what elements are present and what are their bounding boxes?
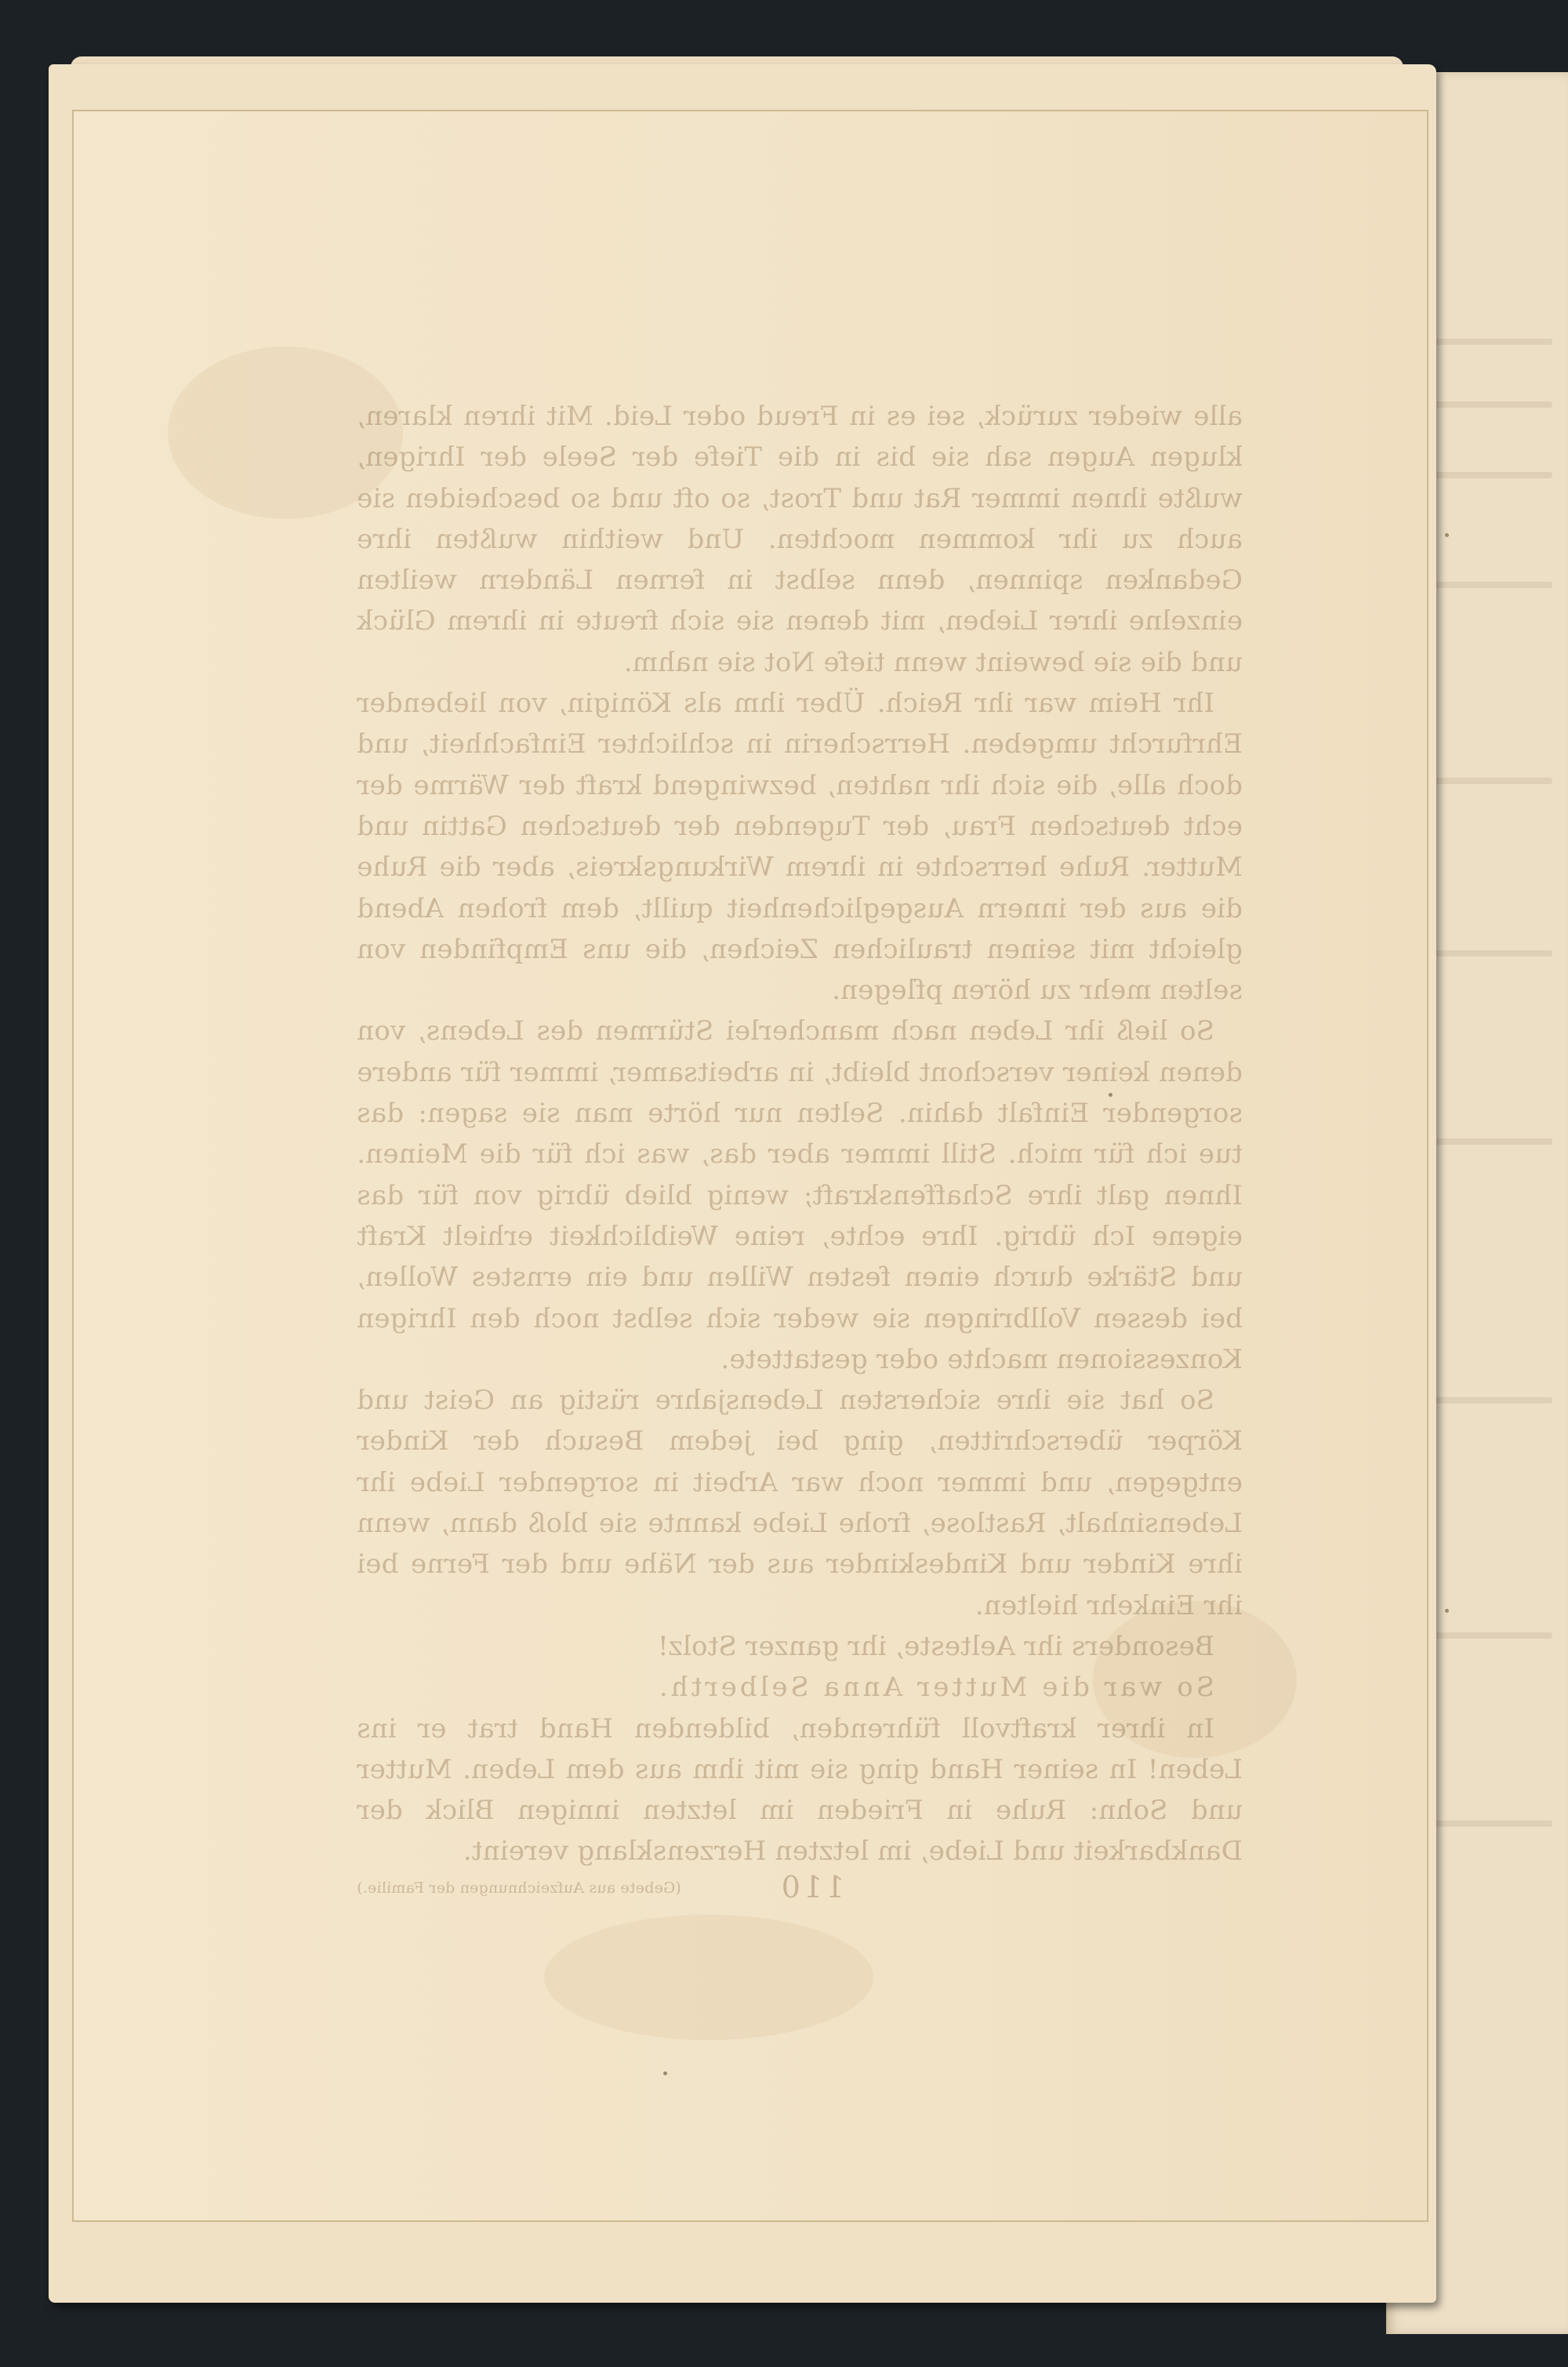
paper-speck bbox=[1445, 533, 1449, 537]
paragraph: In ihrer kraftvoll führenden, bildenden Hand trat er ins Leben! In seiner Hand ging sie mit ihm aus dem Leben. Mutter und Sohn: Ruhe in Frieden im letzten innigen Blick der Dankbarkeit und Liebe, im letzten Herzensklang vereint. bbox=[357, 1712, 1243, 1868]
source-credit: (Gebete aus Aufzeichnungen der Familie.) bbox=[357, 1879, 681, 1897]
paragraph: So ließ ihr Leben nach mancherlei Stürmen des Lebens, von denen keiner verschont bleibt, in arbeitsamer, immer für andere sorgender Einfalt dahin. Selten nur hörte man sie sagen: das tue ich für mich. Still immer aber das, was ich für die Meinen. Ihnen galt ihre Schaffenskraft; wenig blieb übrig von für das eigene Ich übrig. Ihre echte, reine Weiblichkeit erhielt Kraft und Stärke durch einen festen Willen und ein ernstes Wollen, bei dessen Vollbringen sie weder sich selbst noch den Ihrigen Konzessionen machte oder gestattete. bbox=[357, 1015, 1243, 1375]
paragraph: Ihr Heim war ihr Reich. Über ihm als Königin, von liebender Ehrfurcht umgeben. Herrscherin in schlichter Einfachheit, und doch alle, die sich ihr nahten, bezwingend kraft der Wärme der echt deutschen Frau, der Tugenden der deutschen Gattin und Mutter. Ruhe herrschte in ihrem Wirkungskreis, aber die Ruhe die aus der innern Ausgeglichenheit quillt, dem frohen Abend gleicht mit seinen traulichen Zeichen, die uns Empfinden von selten mehr zu hören pflegen. bbox=[357, 688, 1243, 1007]
paper-speck bbox=[663, 2071, 667, 2075]
paragraph: So hat sie ihre sichersten Lebensjahre rüstig an Geist und Körper überschritten, ging bei jedem Besuch der Kinder entgegen, und immer noch war Arbeit in sorgender Liebe ihr Lebensinhalt, Rastlose, frohe Liebe kannte sie bloß dann, wenn ihre Kinder und Kindeskinder aus der Nähe und der Ferne bei ihr Einkehr hielten. bbox=[357, 1385, 1243, 1621]
page-number: 110 bbox=[778, 1870, 845, 1904]
paper-speck bbox=[1445, 1609, 1449, 1613]
paragraph-name-line: So war die Mutter Anna Selberth. bbox=[655, 1672, 1214, 1704]
bleed-through-text bbox=[357, 396, 1243, 1904]
paragraph: alle wieder zurück, sei es in Freud oder Leid. Mit ihren klaren, klugen Augen sah sie bis in die Tiefe der Seele der Ihrigen, wußte ihnen immer Rat und Trost, so oft und so bescheiden sie auch zu ihr kommen mochten. Und weithin wußten ihre Gedanken spinnen, denn selbst in fernen Ländern weilten einzelne ihrer Lieben, mit denen sie sich freute in ihrem Glück und die sie beweint wenn tiefe Not sie nahm. bbox=[357, 401, 1243, 678]
paragraph: Besonders ihr Aelteste, ihr ganzer Stolz! bbox=[657, 1630, 1214, 1662]
paper-speck bbox=[1109, 1093, 1112, 1097]
